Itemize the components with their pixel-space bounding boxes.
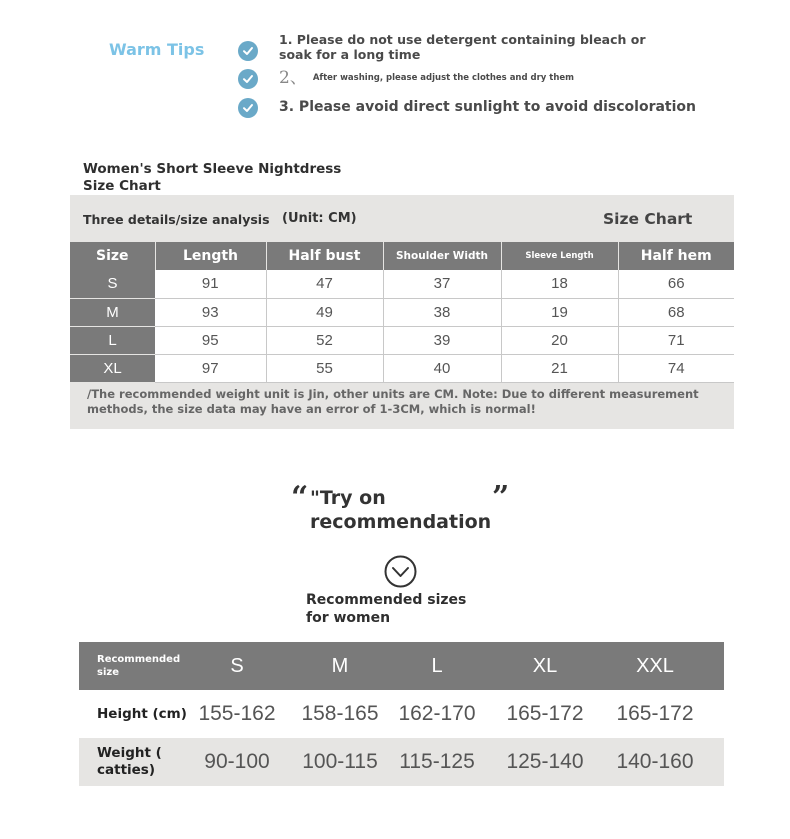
cell-sleeve-length: 18 xyxy=(501,270,618,298)
size-chart-panel xyxy=(70,195,734,429)
size-chart-title: Women's Short Sleeve Nightdress Size Chart xyxy=(83,161,342,194)
header-length: Length xyxy=(155,242,266,270)
recommendation-subtitle: Recommended sizes for women xyxy=(306,592,467,626)
cell-half-hem: 68 xyxy=(618,298,734,326)
height-label: Height (cm) xyxy=(97,705,187,722)
cell-half-bust: 55 xyxy=(266,354,383,382)
cell-half-bust: 52 xyxy=(266,326,383,354)
tip-text-3: 3. Please avoid direct sunlight to avoid discoloration xyxy=(279,99,697,115)
size-xxl: XXL xyxy=(636,654,674,677)
table-row xyxy=(70,270,734,298)
height-value: 165-172 xyxy=(506,702,584,725)
weight-value: 125-140 xyxy=(506,750,584,773)
tip-item-2 xyxy=(238,69,574,89)
cell-length: 97 xyxy=(155,354,266,382)
weight-value: 100-115 xyxy=(302,750,378,773)
height-value: 165-172 xyxy=(616,702,694,725)
warm-tips-title: Warm Tips xyxy=(109,40,205,59)
size-chart-label: Size Chart xyxy=(603,210,693,228)
size-table-header-row xyxy=(70,242,734,270)
check-circle-icon xyxy=(238,41,258,61)
analysis-label: Three details/size analysis xyxy=(83,212,270,227)
size-chart-header xyxy=(70,195,734,242)
row-size: XL xyxy=(70,354,155,382)
weight-value: 140-160 xyxy=(616,750,694,773)
row-size: L xyxy=(70,326,155,354)
tip-text-1: 1. Please do not use detergent containing bleach or soak for a long time xyxy=(279,32,646,62)
size-l: L xyxy=(431,654,443,677)
size-xl: XL xyxy=(532,654,558,677)
tip-item-3 xyxy=(238,98,696,118)
cell-shoulder-width: 38 xyxy=(383,298,501,326)
cell-length: 91 xyxy=(155,270,266,298)
cell-shoulder-width: 39 xyxy=(383,326,501,354)
check-circle-icon xyxy=(238,69,258,89)
cell-length: 93 xyxy=(155,298,266,326)
cell-half-hem: 71 xyxy=(618,326,734,354)
cell-shoulder-width: 40 xyxy=(383,354,501,382)
quote-close-mark: ” xyxy=(492,480,510,515)
header-shoulder-width: Shoulder Width xyxy=(383,242,501,270)
row-size: M xyxy=(70,298,155,326)
cell-sleeve-length: 20 xyxy=(501,326,618,354)
quote-open-mark: “ xyxy=(291,480,309,515)
height-value: 158-165 xyxy=(301,702,379,725)
table-row xyxy=(70,354,734,382)
height-row xyxy=(79,690,724,738)
height-value: 162-170 xyxy=(398,702,476,725)
table-row xyxy=(70,298,734,326)
weight-value: 90-100 xyxy=(204,750,270,773)
cell-half-bust: 49 xyxy=(266,298,383,326)
height-value: 155-162 xyxy=(198,702,276,725)
cell-half-hem: 74 xyxy=(618,354,734,382)
header-size: Size xyxy=(70,242,155,270)
size-m: M xyxy=(331,654,349,677)
chevron-down-circle-icon xyxy=(384,555,417,588)
table-row xyxy=(70,326,734,354)
recommendation-header-row xyxy=(79,642,724,690)
size-s: S xyxy=(230,654,244,677)
weight-value: 115-125 xyxy=(399,750,475,773)
size-table xyxy=(70,242,734,383)
tip-number-2: 2、 xyxy=(279,68,307,88)
cell-half-bust: 47 xyxy=(266,270,383,298)
cell-sleeve-length: 21 xyxy=(501,354,618,382)
header-sleeve-length: Sleeve Length xyxy=(501,242,618,270)
row-size: S xyxy=(70,270,155,298)
unit-label: (Unit: CM) xyxy=(282,211,357,226)
cell-sleeve-length: 19 xyxy=(501,298,618,326)
header-half-bust: Half bust xyxy=(266,242,383,270)
recommendation-title: "Try on recommendation xyxy=(310,487,492,533)
check-circle-icon xyxy=(238,98,258,118)
tip-text-2: After washing, please adjust the clothes and dry them xyxy=(312,73,575,83)
tip-item-1 xyxy=(238,32,669,62)
measurement-note: /The recommended weight unit is Jin, other units are CM. Note: Due to different measurement methods, the size data may have an error of 1-3CM, which is normal! xyxy=(87,387,699,416)
cell-shoulder-width: 37 xyxy=(383,270,501,298)
header-half-hem: Half hem xyxy=(618,242,734,270)
weight-row xyxy=(79,738,724,786)
cell-half-hem: 66 xyxy=(618,270,734,298)
recommended-size-label: Recommended size xyxy=(97,654,181,678)
weight-label: Weight ( catties) xyxy=(97,745,162,778)
cell-length: 95 xyxy=(155,326,266,354)
